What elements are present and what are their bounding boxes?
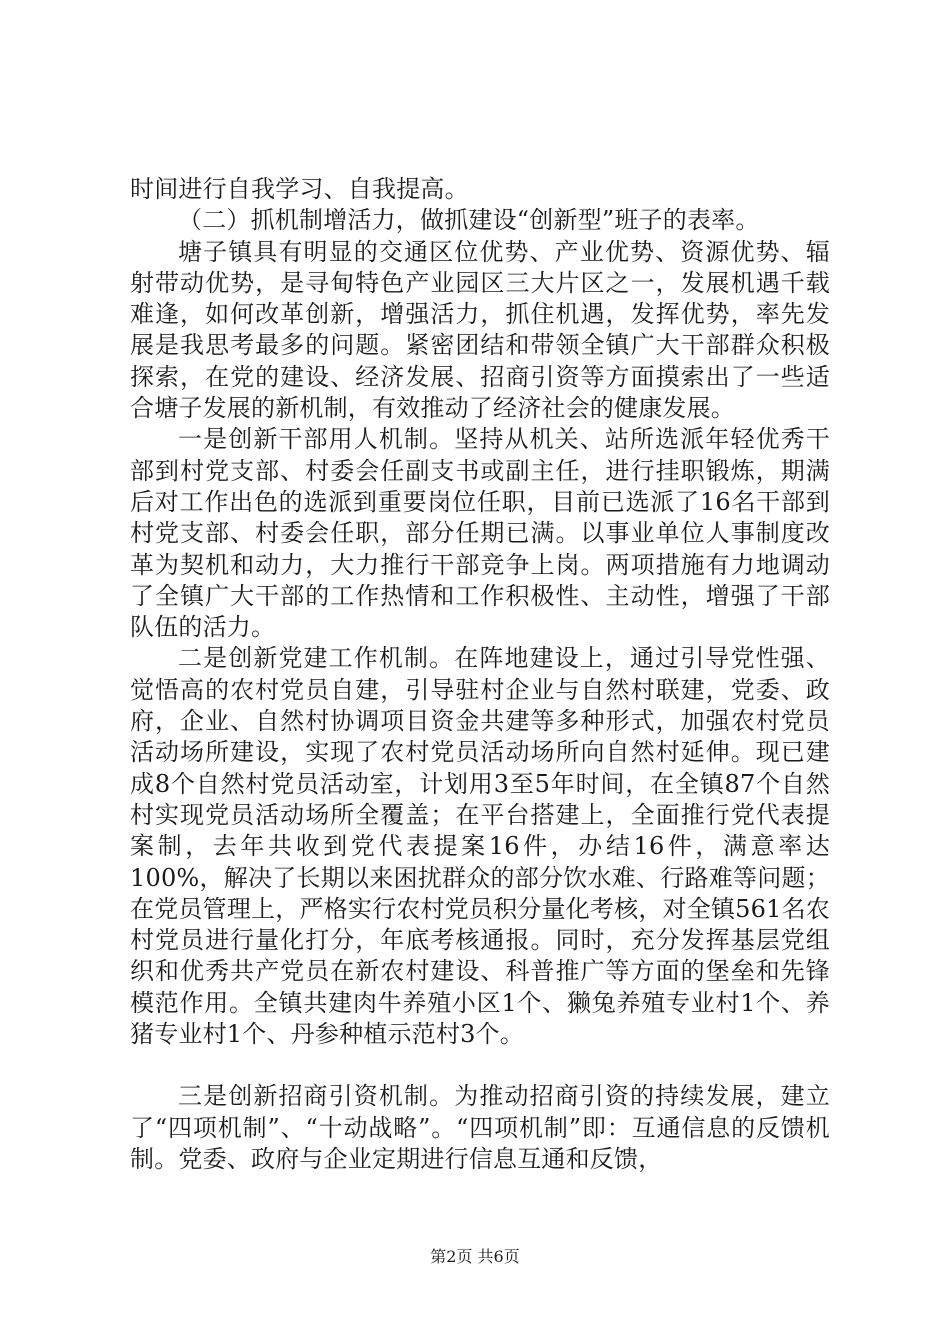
page-footer: 第2页 共6页 xyxy=(430,1247,520,1266)
paragraph-5: 二是创新党建工作机制。在阵地建设上，通过引导党性强、觉悟高的农村党员自建，引导驻村企业与自然村联建，党委、政府，企业、自然村协调项目资金共建等多种形式，加强农村党员活动场所建设，实现了农村党员活动场所向自然村延伸。现已建成8个自然村党员活动室，计划用3至5年时间，在全镇87个自然村实现党员活动场所全覆盖；在平台搭建上，全面推行党代表提案制，去年共收到党代表提案16件，办结16件，满意率达100%，解决了长期以来困扰群众的部分饮水难、行路难等问题；在党员管理上，严格实行农村党员积分量化考核，对全镇561名农村党员进行量化打分，年底考核通报。同时，充分发挥基层党组织和优秀共产党员在新农村建设、科普推广等方面的堡垒和先锋模范作用。全镇共建肉牛养殖小区1个、獭兔养殖专业村1个、养猪专业村1个、丹参种植示范村3个。 xyxy=(130,644,830,1049)
document-body xyxy=(130,174,830,1175)
paragraph-2-heading: （二）抓机制增活力，做抓建设“创新型”班子的表率。 xyxy=(178,206,760,235)
paragraph-6: 三是创新招商引资机制。为推动招商引资的持续发展，建立了“四项机制”、“十动战略”。“四项机制”即：互通信息的反馈机制。党委、政府与企业定期进行信息互通和反馈， xyxy=(130,1082,830,1173)
paragraph-1: 时间进行自我学习、自我提高。 xyxy=(130,175,469,203)
paragraph-3: 塘子镇具有明显的交通区位优势、产业优势、资源优势、辐射带动优势，是寻甸特色产业园区三大片区之一，发展机遇千载难逢，如何改革创新，增强活力，抓住机遇，发挥优势，率先发展是我思考最多的问题。紧密团结和带领全镇广大干部群众积极探索，在党的建设、经济发展、招商引资等方面摸索出了一些适合塘子发展的新机制，有效推动了经济社会的健康发展。 xyxy=(130,237,830,423)
paragraph-4: 一是创新干部用人机制。坚持从机关、站所选派年轻优秀干部到村党支部、村委会任副支书或副主任，进行挂职锻炼，期满后对工作出色的选派到重要岗位任职，目前已选派了16名干部到村党支部、村委会任职，部分任期已满。以事业单位人事制度改革为契机和动力，大力推行干部竞争上岗。两项措施有力地调动了全镇广大干部的工作热情和工作积极性、主动性，增强了干部队伍的活力。 xyxy=(130,425,830,642)
